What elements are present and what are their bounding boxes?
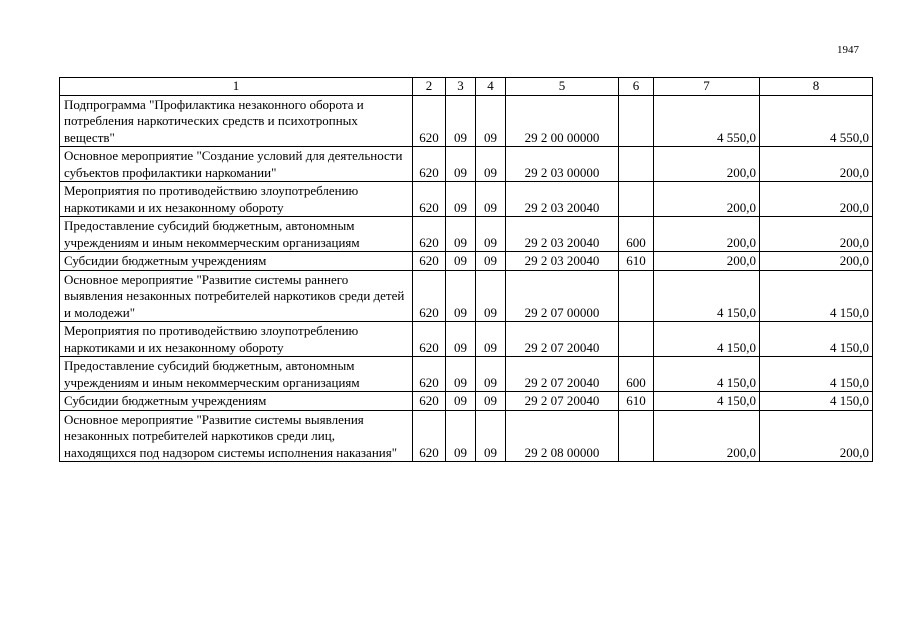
cell-name: Мероприятия по противодействию злоупотреблению наркотиками и их незаконному обороту <box>60 322 413 357</box>
cell-code-4: 09 <box>476 392 506 411</box>
table-row <box>60 410 873 462</box>
cell-amount-7: 4 550,0 <box>654 95 760 147</box>
table-row <box>60 95 873 147</box>
cell-amount-7: 200,0 <box>654 217 760 252</box>
table-row <box>60 217 873 252</box>
table-row <box>60 270 873 322</box>
cell-expense-type: 600 <box>619 217 654 252</box>
cell-code-3: 09 <box>446 270 476 322</box>
cell-code-3: 09 <box>446 357 476 392</box>
cell-name: Субсидии бюджетным учреждениям <box>60 392 413 411</box>
cell-code-3: 09 <box>446 217 476 252</box>
cell-amount-7: 200,0 <box>654 410 760 462</box>
table-body <box>60 95 873 462</box>
cell-code-2: 620 <box>413 357 446 392</box>
column-header: 5 <box>506 78 619 96</box>
cell-target-code: 29 2 07 20040 <box>506 322 619 357</box>
cell-name: Подпрограмма "Профилактика незаконного оборота и потребления наркотических средств и психотропных веществ" <box>60 95 413 147</box>
cell-code-4: 09 <box>476 147 506 182</box>
cell-expense-type <box>619 410 654 462</box>
column-header: 6 <box>619 78 654 96</box>
cell-code-4: 09 <box>476 95 506 147</box>
cell-name: Мероприятия по противодействию злоупотреблению наркотиками и их незаконному обороту <box>60 182 413 217</box>
cell-target-code: 29 2 03 20040 <box>506 182 619 217</box>
table-row <box>60 182 873 217</box>
cell-code-4: 09 <box>476 217 506 252</box>
cell-amount-7: 4 150,0 <box>654 392 760 411</box>
cell-amount-7: 4 150,0 <box>654 357 760 392</box>
column-header: 8 <box>760 78 873 96</box>
cell-code-4: 09 <box>476 270 506 322</box>
cell-amount-7: 200,0 <box>654 182 760 217</box>
cell-expense-type <box>619 182 654 217</box>
column-header: 7 <box>654 78 760 96</box>
cell-amount-7: 4 150,0 <box>654 270 760 322</box>
cell-code-2: 620 <box>413 252 446 271</box>
cell-expense-type <box>619 322 654 357</box>
cell-code-3: 09 <box>446 410 476 462</box>
cell-amount-8: 4 150,0 <box>760 392 873 411</box>
cell-target-code: 29 2 08 00000 <box>506 410 619 462</box>
table-row <box>60 322 873 357</box>
cell-amount-8: 200,0 <box>760 147 873 182</box>
table-header-row <box>60 78 873 96</box>
cell-expense-type: 610 <box>619 392 654 411</box>
cell-code-2: 620 <box>413 392 446 411</box>
cell-code-4: 09 <box>476 322 506 357</box>
cell-amount-7: 200,0 <box>654 252 760 271</box>
cell-amount-8: 200,0 <box>760 410 873 462</box>
cell-expense-type: 610 <box>619 252 654 271</box>
cell-code-2: 620 <box>413 147 446 182</box>
cell-code-2: 620 <box>413 182 446 217</box>
cell-target-code: 29 2 03 20040 <box>506 217 619 252</box>
cell-target-code: 29 2 00 00000 <box>506 95 619 147</box>
table-row <box>60 392 873 411</box>
cell-expense-type <box>619 95 654 147</box>
cell-name: Предоставление субсидий бюджетным, автономным учреждениям и иным некоммерческим организациям <box>60 217 413 252</box>
cell-expense-type <box>619 147 654 182</box>
cell-expense-type <box>619 270 654 322</box>
table-row <box>60 357 873 392</box>
cell-code-2: 620 <box>413 270 446 322</box>
cell-target-code: 29 2 07 20040 <box>506 392 619 411</box>
cell-target-code: 29 2 03 00000 <box>506 147 619 182</box>
cell-amount-7: 4 150,0 <box>654 322 760 357</box>
cell-code-3: 09 <box>446 182 476 217</box>
cell-expense-type: 600 <box>619 357 654 392</box>
cell-code-3: 09 <box>446 322 476 357</box>
cell-amount-8: 200,0 <box>760 182 873 217</box>
cell-amount-7: 200,0 <box>654 147 760 182</box>
cell-code-4: 09 <box>476 410 506 462</box>
cell-amount-8: 4 150,0 <box>760 322 873 357</box>
column-header: 2 <box>413 78 446 96</box>
cell-code-2: 620 <box>413 322 446 357</box>
cell-name: Основное мероприятие "Развитие системы раннего выявления незаконных потребителей наркотиков среди детей и молодежи" <box>60 270 413 322</box>
cell-target-code: 29 2 07 00000 <box>506 270 619 322</box>
cell-amount-8: 200,0 <box>760 217 873 252</box>
cell-name: Предоставление субсидий бюджетным, автономным учреждениям и иным некоммерческим организациям <box>60 357 413 392</box>
table-row <box>60 252 873 271</box>
cell-target-code: 29 2 03 20040 <box>506 252 619 271</box>
cell-amount-8: 4 550,0 <box>760 95 873 147</box>
cell-target-code: 29 2 07 20040 <box>506 357 619 392</box>
budget-table <box>59 77 873 462</box>
cell-name: Субсидии бюджетным учреждениям <box>60 252 413 271</box>
cell-code-3: 09 <box>446 392 476 411</box>
cell-code-3: 09 <box>446 95 476 147</box>
cell-amount-8: 200,0 <box>760 252 873 271</box>
cell-code-4: 09 <box>476 357 506 392</box>
cell-code-2: 620 <box>413 217 446 252</box>
cell-code-4: 09 <box>476 252 506 271</box>
table-row <box>60 147 873 182</box>
column-header: 1 <box>60 78 413 96</box>
cell-name: Основное мероприятие "Развитие системы выявления незаконных потребителей наркотиков среди лиц, находящихся под надзором системы исполнения наказания" <box>60 410 413 462</box>
cell-code-2: 620 <box>413 410 446 462</box>
cell-code-3: 09 <box>446 252 476 271</box>
cell-amount-8: 4 150,0 <box>760 270 873 322</box>
cell-code-4: 09 <box>476 182 506 217</box>
column-header: 4 <box>476 78 506 96</box>
column-header: 3 <box>446 78 476 96</box>
cell-name: Основное мероприятие "Создание условий для деятельности субъектов профилактики наркомании" <box>60 147 413 182</box>
cell-code-2: 620 <box>413 95 446 147</box>
cell-code-3: 09 <box>446 147 476 182</box>
page-number: 1947 <box>837 44 859 56</box>
cell-amount-8: 4 150,0 <box>760 357 873 392</box>
